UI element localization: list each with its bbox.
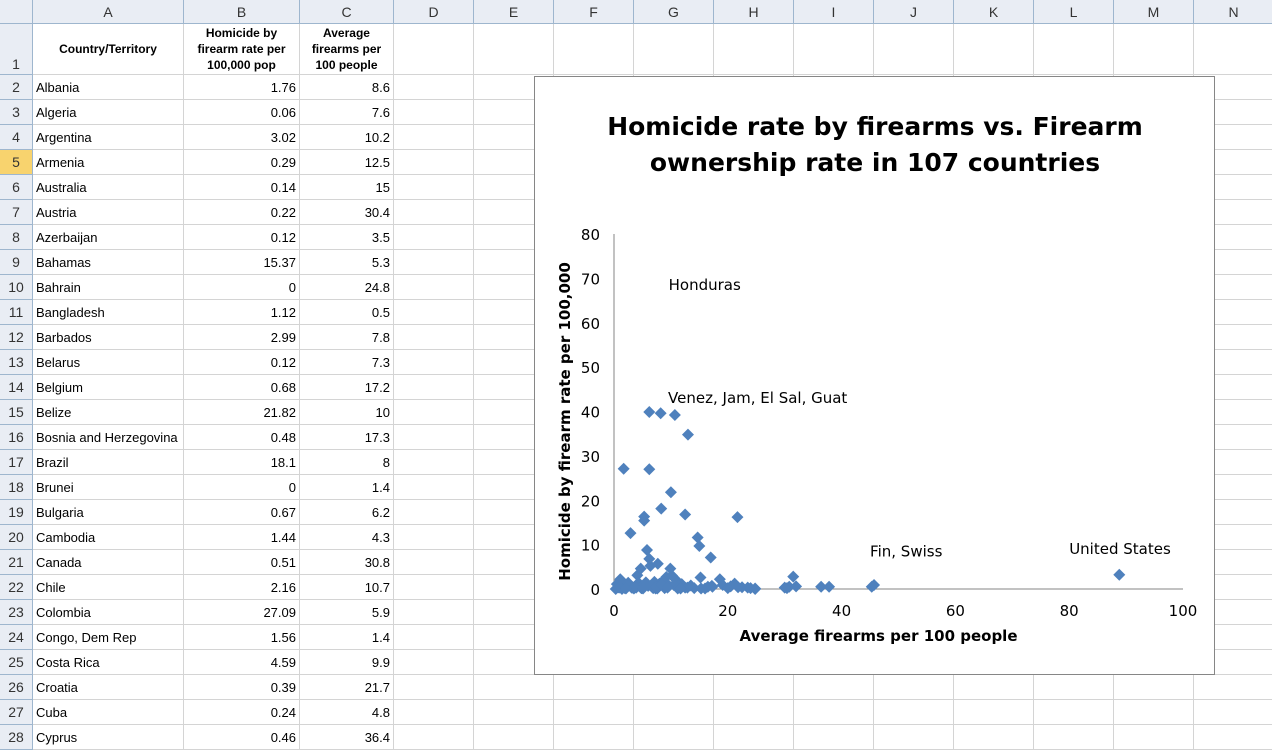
country-cell[interactable]: Cyprus [33,725,184,750]
data-point [787,571,799,583]
country-cell[interactable]: Azerbaijan [33,225,184,250]
row-header-18[interactable]: 18 [0,475,33,500]
row-header-20[interactable]: 20 [0,525,33,550]
homicide-cell[interactable]: 1.12 [184,300,300,325]
x-tick-label: 0 [609,602,619,620]
y-tick-label: 20 [580,492,600,511]
column-header-h[interactable]: H [714,0,794,24]
empty-cell[interactable] [474,700,554,725]
empty-cell[interactable] [874,700,954,725]
row-header-21[interactable]: 21 [0,550,33,575]
empty-cell[interactable] [1034,700,1114,725]
homicide-cell[interactable]: 21.82 [184,400,300,425]
empty-cell[interactable] [394,725,474,750]
homicide-cell[interactable]: 1.44 [184,525,300,550]
row-header-10[interactable]: 10 [0,275,33,300]
data-point [705,551,717,563]
column-header-k[interactable]: K [954,0,1034,24]
data-point [1113,569,1125,581]
empty-cell[interactable] [634,700,714,725]
empty-cell[interactable] [394,275,474,300]
firearms-cell[interactable]: 24.8 [300,275,394,300]
country-cell[interactable]: Bahrain [33,275,184,300]
homicide-cell[interactable]: 0.51 [184,550,300,575]
column-header-e[interactable]: E [474,0,554,24]
empty-cell[interactable] [714,700,794,725]
row-header-24[interactable]: 24 [0,625,33,650]
row-header-1[interactable]: 1 [0,24,33,75]
empty-cell[interactable] [394,325,474,350]
firearms-cell[interactable]: 1.4 [300,475,394,500]
empty-cell[interactable] [394,24,474,75]
row-header-5[interactable]: 5 [0,150,33,175]
empty-cell[interactable] [954,725,1034,750]
homicide-cell[interactable]: 0 [184,475,300,500]
empty-cell[interactable] [394,125,474,150]
y-tick-label: 60 [580,314,600,333]
homicide-cell[interactable]: 0.24 [184,700,300,725]
country-cell[interactable]: Albania [33,75,184,100]
x-axis-label: Average firearms per 100 people [739,627,1018,645]
header-country-cell[interactable]: Country/Territory [33,24,184,75]
country-cell[interactable]: Cuba [33,700,184,725]
empty-cell[interactable] [554,700,634,725]
y-axis-label: Homicide by firearm rate per 100,000 [556,262,574,581]
data-point [643,463,655,475]
country-cell[interactable]: Armenia [33,150,184,175]
x-tick-label: 60 [945,602,965,620]
homicide-cell[interactable]: 0.06 [184,100,300,125]
homicide-cell[interactable]: 0.67 [184,500,300,525]
empty-cell[interactable] [394,200,474,225]
data-point [625,527,637,539]
firearms-cell[interactable]: 4.3 [300,525,394,550]
empty-cell[interactable] [554,725,634,750]
empty-cell[interactable] [394,500,474,525]
homicide-cell[interactable]: 0.22 [184,200,300,225]
row-header-9[interactable]: 9 [0,250,33,275]
empty-cell[interactable] [1194,700,1272,725]
chart-annotation: Honduras [668,276,741,295]
row-header-17[interactable]: 17 [0,450,33,475]
country-cell[interactable]: Chile [33,575,184,600]
empty-cell[interactable] [394,75,474,100]
row-header-11[interactable]: 11 [0,300,33,325]
country-cell[interactable]: Bosnia and Herzegovina [33,425,184,450]
x-tick-label: 40 [832,602,852,620]
chart-annotation: Fin, Swiss [870,542,943,561]
empty-cell[interactable] [714,675,794,700]
y-tick-label: 30 [580,447,600,466]
country-cell[interactable]: Belgium [33,375,184,400]
row-header-26[interactable]: 26 [0,675,33,700]
firearms-cell[interactable]: 30.4 [300,200,394,225]
empty-cell[interactable] [394,175,474,200]
empty-cell[interactable] [394,400,474,425]
empty-cell[interactable] [394,100,474,125]
empty-cell[interactable] [634,675,714,700]
empty-cell[interactable] [794,700,874,725]
homicide-cell[interactable]: 0.12 [184,350,300,375]
empty-cell[interactable] [954,675,1034,700]
homicide-cell[interactable]: 1.56 [184,625,300,650]
column-header-f[interactable]: F [554,0,634,24]
country-cell[interactable]: Barbados [33,325,184,350]
homicide-cell[interactable]: 15.37 [184,250,300,275]
firearms-cell[interactable]: 0.5 [300,300,394,325]
data-point [641,544,653,556]
firearms-cell[interactable]: 17.2 [300,375,394,400]
data-point [682,429,694,441]
column-header-d[interactable]: D [394,0,474,24]
empty-cell[interactable] [954,24,1034,75]
homicide-cell[interactable]: 18.1 [184,450,300,475]
homicide-cell[interactable]: 0.12 [184,225,300,250]
empty-cell[interactable] [874,725,954,750]
homicide-cell[interactable]: 0.14 [184,175,300,200]
empty-cell[interactable] [714,24,794,75]
country-cell[interactable]: Brunei [33,475,184,500]
country-cell[interactable]: Belize [33,400,184,425]
empty-cell[interactable] [394,475,474,500]
firearms-cell[interactable]: 10.2 [300,125,394,150]
x-tick-label: 20 [718,602,738,620]
plot-area [556,112,1197,645]
firearms-cell[interactable]: 5.9 [300,600,394,625]
empty-cell[interactable] [1034,24,1114,75]
homicide-cell[interactable]: 0.29 [184,150,300,175]
row-header-15[interactable]: 15 [0,400,33,425]
empty-cell[interactable] [954,700,1034,725]
empty-cell[interactable] [394,300,474,325]
empty-cell[interactable] [794,675,874,700]
data-point [823,581,835,593]
firearms-cell[interactable]: 17.3 [300,425,394,450]
firearms-cell[interactable]: 6.2 [300,500,394,525]
row-header-6[interactable]: 6 [0,175,33,200]
empty-cell[interactable] [394,150,474,175]
country-cell[interactable]: Argentina [33,125,184,150]
data-point [679,508,691,520]
column-header-g[interactable]: G [634,0,714,24]
empty-cell[interactable] [1114,725,1194,750]
row-header-25[interactable]: 25 [0,650,33,675]
row-header-12[interactable]: 12 [0,325,33,350]
column-header-b[interactable]: B [184,0,300,24]
firearms-cell[interactable]: 8.6 [300,75,394,100]
firearms-cell[interactable]: 4.8 [300,700,394,725]
homicide-cell[interactable]: 4.59 [184,650,300,675]
row-header-7[interactable]: 7 [0,200,33,225]
empty-cell[interactable] [874,24,954,75]
empty-cell[interactable] [394,225,474,250]
empty-cell[interactable] [1194,675,1272,700]
empty-cell[interactable] [634,725,714,750]
homicide-cell[interactable]: 0 [184,275,300,300]
country-cell[interactable]: Colombia [33,600,184,625]
header-firearms-cell[interactable]: Average firearms per 100 people [300,24,394,75]
data-point [669,409,681,421]
y-tick-label: 40 [580,403,600,422]
empty-cell[interactable] [634,24,714,75]
row-header-19[interactable]: 19 [0,500,33,525]
empty-cell[interactable] [394,600,474,625]
row-header-27[interactable]: 27 [0,700,33,725]
row-header-4[interactable]: 4 [0,125,33,150]
empty-cell[interactable] [394,575,474,600]
y-tick-label: 50 [580,359,600,378]
column-header-m[interactable]: M [1114,0,1194,24]
firearms-cell[interactable]: 5.3 [300,250,394,275]
empty-cell[interactable] [474,24,554,75]
chart-annotation: United States [1069,540,1171,559]
row-header-22[interactable]: 22 [0,575,33,600]
data-point [618,463,630,475]
firearms-cell[interactable]: 12.5 [300,150,394,175]
firearms-cell[interactable]: 30.8 [300,550,394,575]
country-cell[interactable]: Cambodia [33,525,184,550]
firearms-cell[interactable]: 10.7 [300,575,394,600]
column-header-c[interactable]: C [300,0,394,24]
firearms-cell[interactable]: 7.3 [300,350,394,375]
chart-title-line: Homicide rate by firearms vs. Firearm [607,112,1143,141]
chart-title-line: ownership rate in 107 countries [649,148,1101,177]
empty-cell[interactable] [714,725,794,750]
column-header-n[interactable]: N [1194,0,1272,24]
homicide-cell[interactable]: 0.39 [184,675,300,700]
data-point [643,406,655,418]
empty-cell[interactable] [394,425,474,450]
empty-cell[interactable] [874,675,954,700]
row-header-3[interactable]: 3 [0,100,33,125]
empty-cell[interactable] [794,725,874,750]
empty-cell[interactable] [394,525,474,550]
row-header-16[interactable]: 16 [0,425,33,450]
country-cell[interactable]: Brazil [33,450,184,475]
row-header-14[interactable]: 14 [0,375,33,400]
country-cell[interactable]: Australia [33,175,184,200]
firearms-cell[interactable]: 8 [300,450,394,475]
data-point [694,571,706,583]
y-tick-label: 0 [590,581,600,599]
data-point [790,580,802,592]
empty-cell[interactable] [1114,24,1194,75]
empty-cell[interactable] [394,675,474,700]
firearms-cell[interactable]: 36.4 [300,725,394,750]
empty-cell[interactable] [394,250,474,275]
country-cell[interactable]: Algeria [33,100,184,125]
empty-cell[interactable] [394,700,474,725]
empty-cell[interactable] [554,675,634,700]
empty-cell[interactable] [1034,725,1114,750]
data-point [655,407,667,419]
country-cell[interactable]: Bulgaria [33,500,184,525]
homicide-cell[interactable]: 27.09 [184,600,300,625]
empty-cell[interactable] [1114,700,1194,725]
country-cell[interactable]: Canada [33,550,184,575]
empty-cell[interactable] [1194,725,1272,750]
firearms-cell[interactable]: 1.4 [300,625,394,650]
y-tick-label: 10 [580,536,600,555]
homicide-cell[interactable]: 2.99 [184,325,300,350]
y-tick-label: 70 [580,270,600,289]
data-point [693,540,705,552]
firearms-cell[interactable]: 9.9 [300,650,394,675]
column-header-i[interactable]: I [794,0,874,24]
row-header-28[interactable]: 28 [0,725,33,750]
empty-cell[interactable] [1114,675,1194,700]
empty-cell[interactable] [474,725,554,750]
empty-cell[interactable] [394,550,474,575]
empty-cell[interactable] [394,450,474,475]
firearms-cell[interactable]: 7.8 [300,325,394,350]
x-tick-label: 100 [1168,602,1198,620]
firearms-cell[interactable]: 15 [300,175,394,200]
chart-annotation: Venez, Jam, El Sal, Guat [668,389,848,408]
country-cell[interactable]: Congo, Dem Rep [33,625,184,650]
empty-cell[interactable] [1034,675,1114,700]
homicide-cell[interactable]: 2.16 [184,575,300,600]
homicide-cell[interactable]: 0.48 [184,425,300,450]
country-cell[interactable]: Belarus [33,350,184,375]
empty-cell[interactable] [394,375,474,400]
row-header-8[interactable]: 8 [0,225,33,250]
empty-cell[interactable] [1194,24,1272,75]
firearms-cell[interactable]: 21.7 [300,675,394,700]
firearms-cell[interactable]: 7.6 [300,100,394,125]
country-cell[interactable]: Bahamas [33,250,184,275]
column-header-a[interactable]: A [33,0,184,24]
homicide-cell[interactable]: 1.76 [184,75,300,100]
country-cell[interactable]: Costa Rica [33,650,184,675]
homicide-cell[interactable]: 0.46 [184,725,300,750]
row-header-23[interactable]: 23 [0,600,33,625]
x-tick-label: 80 [1059,602,1079,620]
homicide-cell[interactable]: 3.02 [184,125,300,150]
header-homicide-cell[interactable]: Homicide by firearm rate per 100,000 pop [184,24,300,75]
column-header-j[interactable]: J [874,0,954,24]
column-header-l[interactable]: L [1034,0,1114,24]
country-cell[interactable]: Croatia [33,675,184,700]
empty-cell[interactable] [394,650,474,675]
y-tick-label: 80 [580,226,600,244]
empty-cell[interactable] [394,625,474,650]
empty-cell[interactable] [474,675,554,700]
firearms-cell[interactable]: 3.5 [300,225,394,250]
country-cell[interactable]: Austria [33,200,184,225]
data-point [655,503,667,515]
empty-cell[interactable] [394,350,474,375]
empty-cell[interactable] [554,24,634,75]
empty-cell[interactable] [794,24,874,75]
chart-canvas [535,77,1214,674]
row-header-2[interactable]: 2 [0,75,33,100]
select-all-corner[interactable] [0,0,33,24]
data-point [665,486,677,498]
row-header-13[interactable]: 13 [0,350,33,375]
data-point [731,511,743,523]
homicide-cell[interactable]: 0.68 [184,375,300,400]
firearms-cell[interactable]: 10 [300,400,394,425]
scatter-chart[interactable] [534,76,1215,675]
country-cell[interactable]: Bangladesh [33,300,184,325]
